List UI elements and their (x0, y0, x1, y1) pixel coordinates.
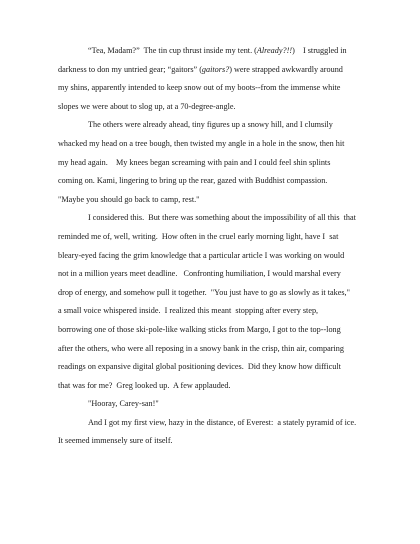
document-body (58, 42, 380, 451)
text-line (58, 340, 380, 359)
text-run: The others were already ahead, tiny figures up a snowy hill, and I clumsily (88, 120, 333, 130)
text-run: coming on. Kami, lingering to bring up the rear, gazed with Buddhist compassion. (58, 176, 328, 186)
text-run: "Maybe you should go back to camp, rest." (58, 194, 200, 204)
text-run: I considered this. But there was something about the impossibility of all this that (88, 213, 356, 223)
text-line (58, 228, 380, 247)
text-run: drop of energy, and somehow pull it together. "You just have to go as slowly as it takes," (58, 287, 350, 297)
text-run: reminded me of, well, writing. How often in the cruel early morning light, have I sat (58, 231, 339, 241)
text-run: It seemed immensely sure of itself. (58, 436, 173, 446)
text-line (58, 302, 380, 321)
text-line (58, 414, 380, 433)
text-line (58, 61, 380, 80)
italic-text: gaitors? (201, 64, 230, 74)
text-run: "Hooray, Carey-san!" (88, 399, 159, 409)
text-line (58, 358, 380, 377)
text-line (58, 135, 380, 154)
text-line (58, 42, 380, 61)
text-line (58, 395, 380, 414)
text-run: ) I struggled in (292, 46, 347, 55)
paragraph (58, 414, 380, 451)
text-run: my shins, apparently intended to keep snow out of my boots--from the immense white (58, 83, 341, 93)
text-run: a small voice whispered inside. I realized this meant stopping after every step, (58, 306, 319, 316)
text-line (58, 377, 380, 396)
text-line (58, 265, 380, 284)
text-line (58, 321, 380, 340)
text-line (58, 284, 380, 303)
text-run: whacked my head on a tree bough, then twisted my angle in a hole in the snow, then hit (58, 138, 345, 148)
text-run: my head again. My knees began screaming with pain and I could feel shin splints (58, 157, 331, 167)
text-line (58, 79, 380, 98)
text-run: readings on expansive digital global positioning devices. Did they know how difficult (58, 362, 341, 372)
text-line (58, 432, 380, 451)
text-run: ) were strapped awkwardly around (229, 64, 343, 74)
text-run: “Tea, Madam?” The tin cup thrust inside my tent. ( (88, 46, 257, 55)
text-run: bleary-eyed facing the grim knowledge that a particular article I was working on would (58, 250, 345, 260)
text-run: not in a million years meet deadline. Confronting humiliation, I would marshal every (58, 269, 341, 279)
text-run: after the others, who were all reposing in a snowy bank in the crisp, thin air, comparing (58, 343, 344, 353)
paragraph (58, 116, 380, 209)
text-run: that was for me? Greg looked up. A few applauded. (58, 380, 231, 390)
text-line (58, 247, 380, 266)
text-line (58, 209, 380, 228)
text-run: borrowing one of those ski-pole-like walking sticks from Margo, I got to the top--long (58, 324, 341, 334)
text-line (58, 172, 380, 191)
text-line (58, 116, 380, 135)
italic-text: Already?!! (256, 46, 293, 55)
text-line (58, 98, 380, 117)
paragraph (58, 42, 380, 116)
paragraph (58, 209, 380, 395)
text-run: slopes we were about to slog up, at a 70-degree-angle. (58, 101, 236, 111)
text-line (58, 191, 380, 210)
text-line (58, 154, 380, 173)
text-run: darkness to don my untried gear; “gaitors” ( (58, 64, 202, 74)
text-run: And I got my first view, hazy in the distance, of Everest: a stately pyramid of ice. (88, 417, 357, 427)
paragraph (58, 395, 380, 414)
